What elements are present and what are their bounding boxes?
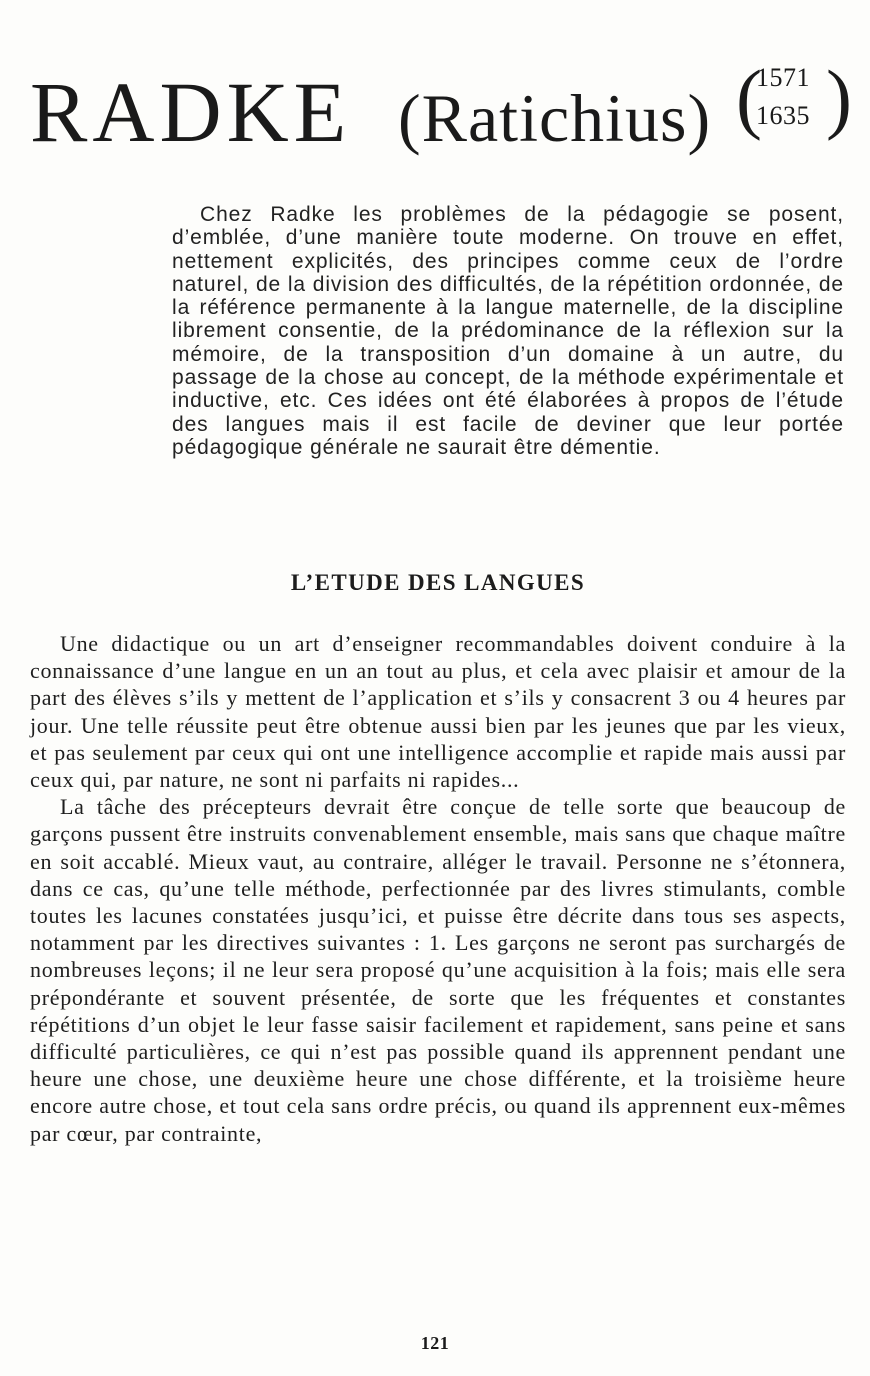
dates-open-paren: (	[736, 54, 762, 141]
body-paragraph-1: Une didactique ou un art d’enseigner recommandables doivent conduire à la connaissance d’une langue en un an tout au plus, et cela avec plaisir et amour de la part des élèves s’ils y mettent de l’application et s’ils y consacrent 3 ou 4 heures par jour. Une telle réussite peut être obtenue aussi bien par les jeunes que par les vieux, et pas seulement par ceux qui ont une intelligence accomplie et rapide mais aussi par ceux qui, par nature, ne sont ni parfaits ni rapides...	[30, 631, 846, 793]
birth-year: 1571	[756, 63, 810, 92]
page-number: 121	[420, 1333, 450, 1353]
chapter-title	[30, 54, 852, 172]
intro-paragraph: Chez Radke les problèmes de la pédagogie se posent, d’emblée, d’une manière toute moderne. On trouve en effet, nettement explicités, des principes comme ceux de l’ordre naturel, de la division des difficultés, de la répétition ordonnée, de la référence permanente à la langue maternelle, de la discipline librement consentie, de la prédominance de la réflexion sur la mémoire, de la transposition d’un domaine à un autre, du passage de la chose au concept, de la méthode expérimentale et inductive, etc. Ces idées ont été élaborées à propos de l’étude des langues mais il est facile de deviner que leur portée pédagogique générale ne saurait être démentie.	[172, 203, 845, 459]
life-dates	[736, 54, 852, 142]
section-heading-text: L’ETUDE DES LANGUES	[290, 570, 586, 595]
section-heading	[0, 570, 870, 596]
body-paragraph-2: La tâche des précepteurs devrait être conçue de telle sorte que beaucoup de garçons pussent être instruits convenablement ensemble, mais sans que chaque maître en soit accablé. Mieux vaut, au contraire, alléger le travail. Personne ne s’étonnera, dans ce cas, qu’une telle méthode, perfectionnée par des livres stimulants, comble toutes les lacunes constatées jusqu’ici, et puisse être décrite dans tous ses aspects, notamment par les directives suivantes : 1. Les garçons ne seront pas surchargés de nombreuses leçons; il ne leur sera proposé qu’une acquisition à la fois; mais elle sera prépondérante et souvent présentée, de sorte que les fréquentes et constantes répétitions d’un objet le leur fasse saisir facilement et rapidement, sans peine et sans difficulté particulières, ce qui n’est pas possible quand ils apprennent pendant une heure une chose, une deuxième heure une chose différente, et la troisième heure encore autre chose, et tout cela sans ordre précis, ou quand ils apprennent eux-mêmes par cœur, par contrainte,	[30, 794, 846, 1146]
death-year: 1635	[756, 101, 810, 130]
dates-close-paren: )	[826, 54, 852, 141]
title-latin-name: (Ratichius)	[398, 80, 712, 156]
body-text	[30, 630, 846, 1147]
title-surname: RADKE	[30, 64, 352, 160]
